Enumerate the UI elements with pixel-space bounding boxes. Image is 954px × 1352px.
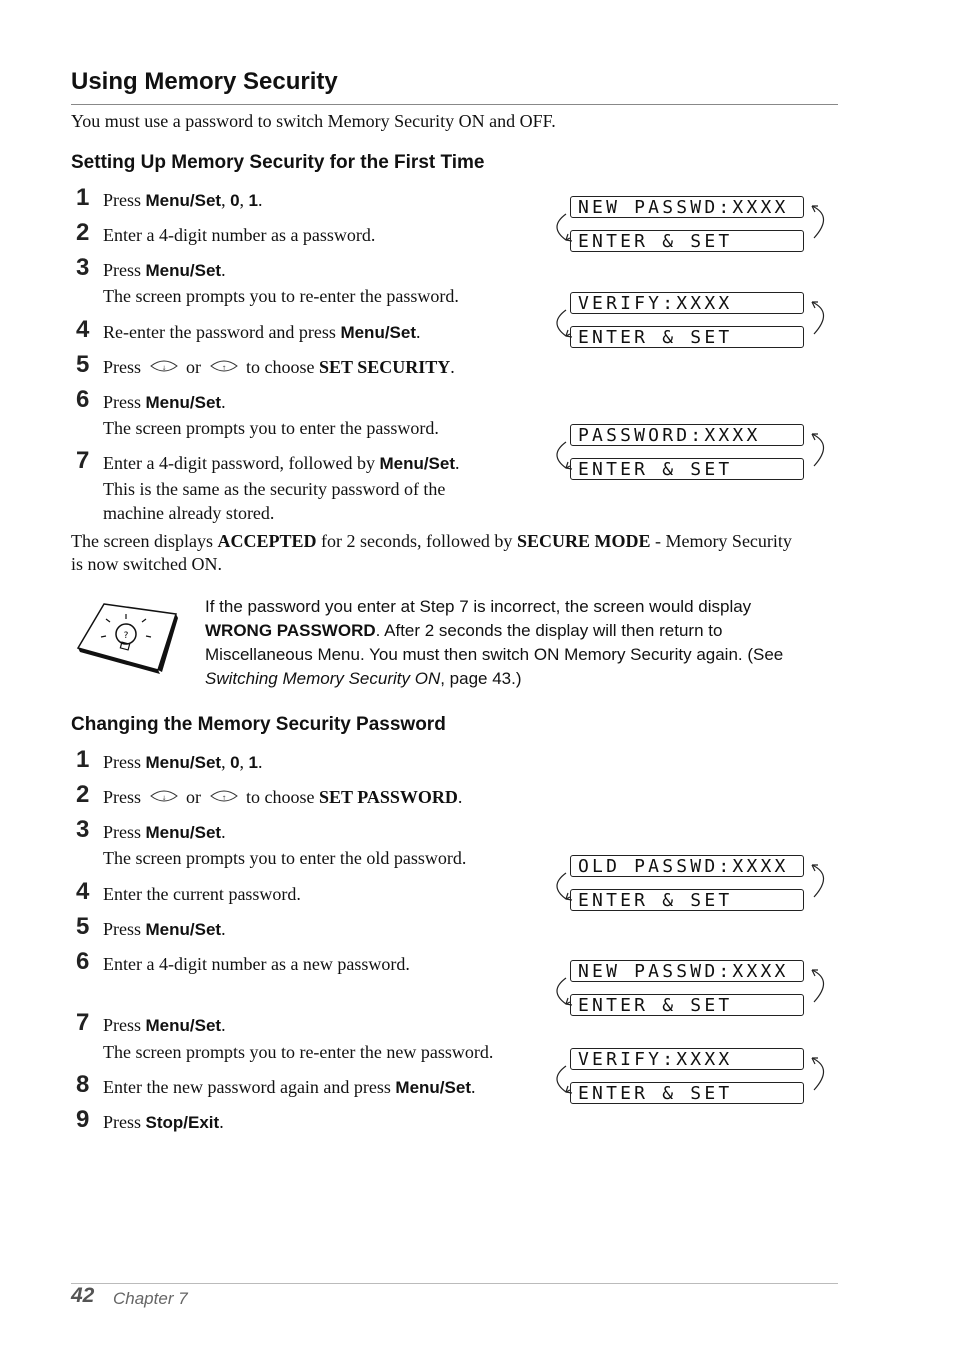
step-text: Enter a 4-digit number as a new password. <box>103 954 410 974</box>
step-text: Enter the current password. <box>103 884 301 904</box>
lcd-display <box>550 1048 830 1110</box>
svg-text:↑: ↑ <box>221 364 227 372</box>
lcd-line-2: ENTER & SET <box>570 1082 804 1104</box>
step-number: 5 <box>76 351 90 378</box>
step-text: Press Menu/Set, 0, 1. <box>103 190 263 210</box>
step-number: 4 <box>76 878 90 905</box>
step-number: 9 <box>76 1106 90 1133</box>
svg-text:↑: ↑ <box>221 794 227 802</box>
step-number: 6 <box>76 386 90 413</box>
step-text: Press Menu/Set. <box>103 260 226 280</box>
navigate-left-key-icon <box>149 787 179 811</box>
step-number: 6 <box>76 948 90 975</box>
step-number: 1 <box>76 746 90 773</box>
chapter-label: Chapter 7 <box>113 1289 188 1308</box>
lcd-display <box>550 424 830 486</box>
footer-rule <box>71 1283 838 1284</box>
step-subtext: The screen prompts you to re-enter the new password. <box>103 1042 494 1062</box>
step-number: 5 <box>76 913 90 940</box>
lcd-line-1: NEW PASSWD:XXXX <box>570 196 804 218</box>
step-subtext: The screen prompts you to enter the password. <box>103 418 439 438</box>
lcd-line-2: ENTER & SET <box>570 326 804 348</box>
step-number: 2 <box>76 781 90 808</box>
step-number: 3 <box>76 254 90 281</box>
step-text: Press Menu/Set. <box>103 392 226 412</box>
step-text: Press ↓ or ↑ to choose SET PASSWORD. <box>103 785 462 811</box>
section2-heading: Changing the Memory Security Password <box>71 714 446 735</box>
navigate-right-key-icon <box>209 357 239 381</box>
title-rule <box>71 104 838 105</box>
navigate-right-key-icon <box>209 787 239 811</box>
page-number: 42 <box>71 1284 95 1307</box>
lcd-line-2: ENTER & SET <box>570 889 804 911</box>
lcd-line-2: ENTER & SET <box>570 458 804 480</box>
lcd-line-1: VERIFY:XXXX <box>570 292 804 314</box>
step-text: Re-enter the password and press Menu/Set. <box>103 322 421 342</box>
intro-text: You must use a password to switch Memory Security ON and OFF. <box>71 111 556 131</box>
step-number: 1 <box>76 184 90 211</box>
svg-text:↓: ↓ <box>161 794 167 802</box>
step-text: Enter a 4-digit password, followed by Menu/Set. <box>103 453 460 473</box>
navigate-left-key-icon <box>149 357 179 381</box>
step-number: 8 <box>76 1071 90 1098</box>
page-title: Using Memory Security <box>71 68 338 95</box>
lcd-line-1: NEW PASSWD:XXXX <box>570 960 804 982</box>
step-number: 4 <box>76 316 90 343</box>
step-number: 7 <box>76 447 90 474</box>
step-subtext: machine already stored. <box>103 503 275 523</box>
step-text: Press Menu/Set. <box>103 822 226 842</box>
step-text: Press ↓ or ↑ to choose SET SECURITY. <box>103 355 455 381</box>
result-text: The screen displays ACCEPTED for 2 seconds, followed by SECURE MODE - Memory Security is now switched ON. <box>71 531 792 574</box>
step-subtext: The screen prompts you to enter the old password. <box>103 848 467 868</box>
step-text: Enter the new password again and press Menu/Set. <box>103 1077 476 1097</box>
lcd-display <box>550 960 830 1022</box>
step-number: 3 <box>76 816 90 843</box>
step-text: Press Menu/Set. <box>103 919 226 939</box>
step-text: Press Stop/Exit. <box>103 1112 224 1132</box>
step-text: Enter a 4-digit number as a password. <box>103 225 376 245</box>
step-text: Press Menu/Set. <box>103 1015 226 1035</box>
note-text: If the password you enter at Step 7 is incorrect, the screen would display WRONG PASSWORD. After 2 seconds the display will then return to Miscellaneous Menu. You must then switch ON Memory Security again. (See Switching Memory Security ON, page 43.) <box>205 597 784 688</box>
svg-text:↓: ↓ <box>161 364 167 372</box>
lcd-line-2: ENTER & SET <box>570 994 804 1016</box>
step-number: 7 <box>76 1009 90 1036</box>
lcd-line-1: PASSWORD:XXXX <box>570 424 804 446</box>
lcd-line-1: VERIFY:XXXX <box>570 1048 804 1070</box>
lcd-display <box>550 855 830 917</box>
lcd-line-2: ENTER & SET <box>570 230 804 252</box>
lcd-line-1: OLD PASSWD:XXXX <box>570 855 804 877</box>
lcd-display <box>550 292 830 354</box>
note-lightbulb-icon <box>74 600 178 679</box>
step-subtext: This is the same as the security password of the <box>103 479 446 499</box>
step-number: 2 <box>76 219 90 246</box>
lcd-display <box>550 196 830 258</box>
section1-heading: Setting Up Memory Security for the First Time <box>71 152 485 173</box>
svg-text:?: ? <box>123 631 129 641</box>
step-subtext: The screen prompts you to re-enter the password. <box>103 286 459 306</box>
step-text: Press Menu/Set, 0, 1. <box>103 752 263 772</box>
